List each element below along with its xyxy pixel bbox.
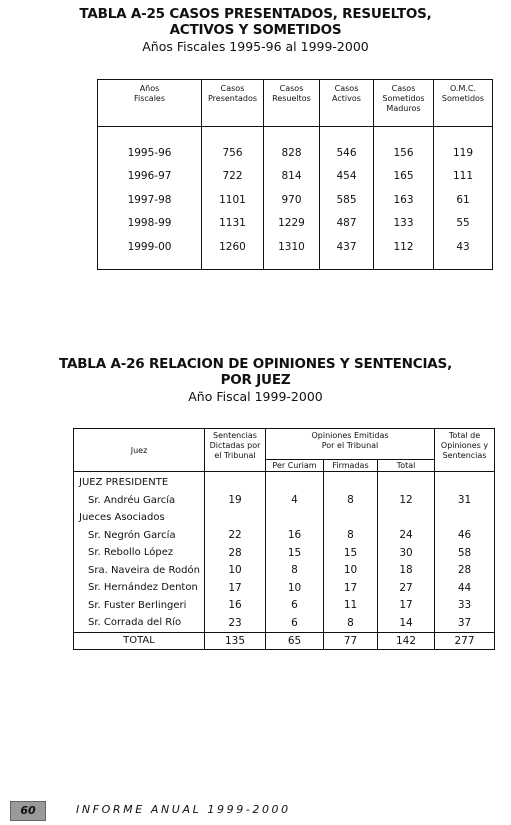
- cell-total-label: TOTAL: [74, 632, 205, 649]
- table-row: [98, 188, 493, 212]
- cell-firmadas: 11: [324, 597, 378, 615]
- group-label-presidente: JUEZ PRESIDENTE: [74, 472, 205, 492]
- cell-presentados: 1260: [202, 235, 264, 269]
- cell-firmadas: 15: [324, 544, 378, 562]
- cell-total-op: 37: [435, 614, 495, 632]
- cell-sentencias: 22: [205, 527, 266, 545]
- cell-per-curiam: 6: [266, 614, 324, 632]
- cell-presentados: 1131: [202, 212, 264, 236]
- table-a26-subtitle: Año Fiscal 1999-2000: [188, 389, 323, 404]
- group-label-asociados: Jueces Asociados: [74, 509, 205, 527]
- cell-omc: 111: [434, 165, 493, 189]
- header-per-curiam: Per Curiam: [266, 460, 324, 472]
- header-omc-sometidos: O.M.C. Sometidos: [434, 80, 493, 127]
- header-casos-resueltos: Casos Resueltos: [264, 80, 320, 127]
- cell-year: 1997-98: [98, 188, 202, 212]
- table-a26: [73, 428, 495, 650]
- cell-sentencias: 16: [205, 597, 266, 615]
- cell-activos: 585: [320, 188, 374, 212]
- cell-presentados: 1101: [202, 188, 264, 212]
- cell-judge-name: Sr. Negrón García: [74, 527, 205, 545]
- cell-omc: 61: [434, 188, 493, 212]
- cell-presentados: 756: [202, 127, 264, 165]
- cell-presentados: 722: [202, 165, 264, 189]
- cell-per-curiam: 15: [266, 544, 324, 562]
- cell-firmadas: 8: [324, 492, 378, 510]
- cell-resueltos: 828: [264, 127, 320, 165]
- cell-per-curiam: 6: [266, 597, 324, 615]
- cell-total: 142: [378, 632, 435, 649]
- cell-year: 1998-99: [98, 212, 202, 236]
- cell-resueltos: 1229: [264, 212, 320, 236]
- cell-total-op: 31: [435, 492, 495, 510]
- cell-year: 1995-96: [98, 127, 202, 165]
- cell-maduros: 112: [374, 235, 434, 269]
- cell-activos: 546: [320, 127, 374, 165]
- cell-total-op: 33: [435, 597, 495, 615]
- table-row: [98, 165, 493, 189]
- header-anos-fiscales: Años Fiscales: [98, 80, 202, 127]
- cell-activos: 487: [320, 212, 374, 236]
- cell-activos: 454: [320, 165, 374, 189]
- footer-text: INFORME ANUAL 1999-2000: [76, 803, 291, 816]
- header-firmadas: Firmadas: [324, 460, 378, 472]
- group-row: [74, 509, 495, 527]
- cell-activos: 437: [320, 235, 374, 269]
- table-a25-title-line2: ACTIVOS Y SOMETIDOS: [169, 22, 342, 38]
- cell-maduros: 165: [374, 165, 434, 189]
- cell-judge-name: Sr. Andréu García: [74, 492, 205, 510]
- table-a25-subtitle: Años Fiscales 1995-96 al 1999-2000: [142, 39, 369, 54]
- cell-total: 24: [378, 527, 435, 545]
- cell-judge-name: Sra. Naveira de Rodón: [74, 562, 205, 580]
- cell-sentencias: 17: [205, 579, 266, 597]
- table-a25-title-line1: TABLA A-25 CASOS PRESENTADOS, RESUELTOS,: [79, 6, 432, 22]
- table-row: [74, 562, 495, 580]
- table-row: [74, 492, 495, 510]
- cell-sentencias: 28: [205, 544, 266, 562]
- header-casos-sometidos-maduros: Casos Sometidos Maduros: [374, 80, 434, 127]
- cell-total: 14: [378, 614, 435, 632]
- cell-total-op: 44: [435, 579, 495, 597]
- cell-judge-name: Sr. Hernández Denton: [74, 579, 205, 597]
- cell-judge-name: Sr. Corrada del Río: [74, 614, 205, 632]
- cell-judge-name: Sr. Fuster Berlingeri: [74, 597, 205, 615]
- cell-sentencias: 10: [205, 562, 266, 580]
- cell-total: 30: [378, 544, 435, 562]
- cell-year: 1996-97: [98, 165, 202, 189]
- cell-sentencias: 23: [205, 614, 266, 632]
- header-juez: Juez: [74, 429, 205, 472]
- total-row: [74, 632, 495, 649]
- cell-sentencias: 135: [205, 632, 266, 649]
- table-row: [74, 614, 495, 632]
- cell-per-curiam: 8: [266, 562, 324, 580]
- table-row: [74, 544, 495, 562]
- table-row: [74, 579, 495, 597]
- table-a26-header-row: [74, 429, 495, 460]
- header-total-opiniones-sentencias: Total de Opiniones y Sentencias: [435, 429, 495, 472]
- cell-firmadas: 77: [324, 632, 378, 649]
- cell-per-curiam: 16: [266, 527, 324, 545]
- header-casos-presentados: Casos Presentados: [202, 80, 264, 127]
- cell-sentencias: 19: [205, 492, 266, 510]
- table-a25: [97, 79, 493, 270]
- cell-resueltos: 814: [264, 165, 320, 189]
- table-row: [98, 212, 493, 236]
- cell-omc: 119: [434, 127, 493, 165]
- cell-judge-name: Sr. Rebollo López: [74, 544, 205, 562]
- cell-maduros: 156: [374, 127, 434, 165]
- cell-total-op: 46: [435, 527, 495, 545]
- cell-total: 17: [378, 597, 435, 615]
- table-a26-title-line1: TABLA A-26 RELACION DE OPINIONES Y SENTENCIAS,: [59, 356, 452, 372]
- cell-total-op: 58: [435, 544, 495, 562]
- cell-total: 18: [378, 562, 435, 580]
- cell-firmadas: 17: [324, 579, 378, 597]
- cell-per-curiam: 65: [266, 632, 324, 649]
- group-row: [74, 472, 495, 492]
- header-total: Total: [378, 460, 435, 472]
- table-a26-title-line2: POR JUEZ: [220, 372, 291, 388]
- cell-resueltos: 1310: [264, 235, 320, 269]
- cell-year: 1999-00: [98, 235, 202, 269]
- cell-maduros: 133: [374, 212, 434, 236]
- cell-per-curiam: 10: [266, 579, 324, 597]
- cell-firmadas: 8: [324, 527, 378, 545]
- cell-total-op: 28: [435, 562, 495, 580]
- header-casos-activos: Casos Activos: [320, 80, 374, 127]
- cell-resueltos: 970: [264, 188, 320, 212]
- table-a25-header-row: [98, 80, 493, 127]
- cell-total-op: 277: [435, 632, 495, 649]
- cell-total: 27: [378, 579, 435, 597]
- cell-per-curiam: 4: [266, 492, 324, 510]
- table-row: [74, 527, 495, 545]
- table-row: [74, 597, 495, 615]
- cell-omc: 55: [434, 212, 493, 236]
- cell-total: 12: [378, 492, 435, 510]
- header-sentencias: Sentencias Dictadas por el Tribunal: [205, 429, 266, 472]
- cell-firmadas: 8: [324, 614, 378, 632]
- table-row: [98, 127, 493, 165]
- header-opiniones-emitidas: Opiniones Emitidas Por el Tribunal: [266, 429, 435, 460]
- page-number: 60: [10, 801, 46, 821]
- cell-omc: 43: [434, 235, 493, 269]
- cell-maduros: 163: [374, 188, 434, 212]
- cell-firmadas: 10: [324, 562, 378, 580]
- table-row: [98, 235, 493, 269]
